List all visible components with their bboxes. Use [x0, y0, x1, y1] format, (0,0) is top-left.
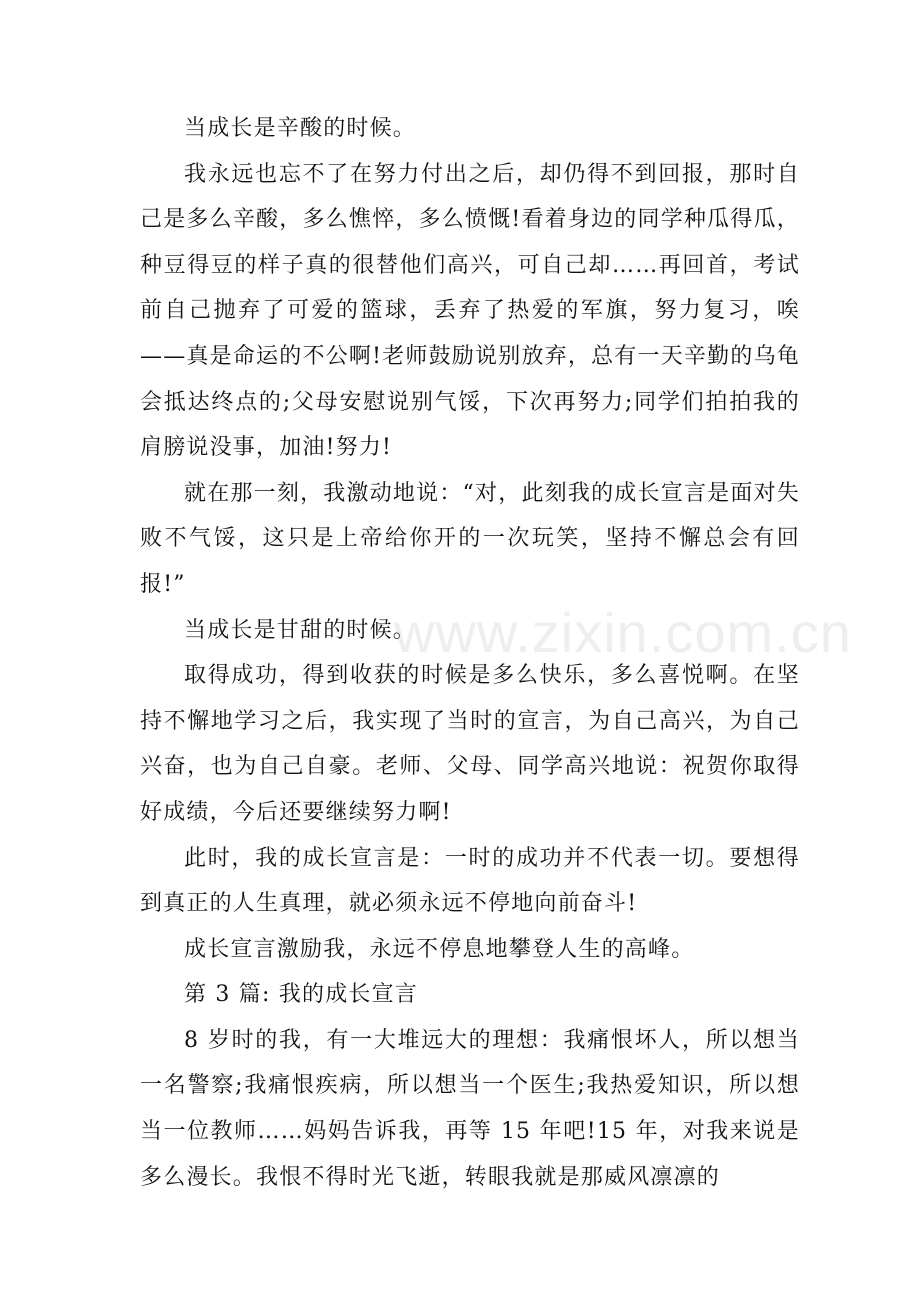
section-title-part-3: 第 3 篇: 我的成长宣言: [184, 982, 418, 1008]
paragraph-declaration-one: 就在那一刻，我激动地说：“对，此刻我的成长宣言是面对失败不气馁，这只是上帝给你开的一次玩笑，坚持不懈总会有回报!”: [140, 480, 800, 597]
paragraph-success: 取得成功，得到收获的时候是多么快乐，多么喜悦啊。在坚持不懈地学习之后，我实现了当时的宣言，为自己高兴，为自己兴奋，也为自己自豪。老师、父母、同学高兴地说：祝贺你取得好成绩，今后还要继续努力啊!: [140, 663, 800, 825]
paragraph-childhood-dreams: 8 岁时的我，有一大堆远大的理想：我痛恨坏人，所以想当一名警察;我痛恨疾病，所以想当一个医生;我热爱知识，所以想当一位教师……妈妈告诉我，再等 15 年吧!15 年，对我来说是多么漫长。我恨不得时光飞逝，转眼我就是那威风凛凛的: [140, 1027, 800, 1190]
paragraph-conclusion: 成长宣言激励我，永远不停息地攀登人生的高峰。: [184, 936, 695, 962]
paragraph-effort-no-reward: 我永远也忘不了在努力付出之后，却仍得不到回报，那时自己是多么辛酸，多么憔悴，多么愤慨!看着身边的同学种瓜得瓜，种豆得豆的样子真的很替他们高兴，可自己却……再回首，考试前自己抛弃了可爱的篮球，丢弃了热爱的军旗，努力复习，唉——真是命运的不公啊!老师鼓励说别放弃，总有一天辛勤的乌龟会抵达终点的;父母安慰说别气馁，下次再努力;同学们拍拍我的肩膀说没事，加油!努力!: [140, 161, 800, 461]
site-watermark: www.zixin.com.cn: [394, 601, 852, 664]
paragraph-heading-sweet: 当成长是甘甜的时候。: [184, 617, 417, 643]
document-body: [140, 106, 800, 1200]
paragraph-declaration-two: 此时，我的成长宣言是：一时的成功并不代表一切。要想得到真正的人生真理，就必须永远不停地向前奋斗!: [140, 845, 800, 917]
paragraph-heading-bitter: 当成长是辛酸的时候。: [184, 116, 417, 141]
